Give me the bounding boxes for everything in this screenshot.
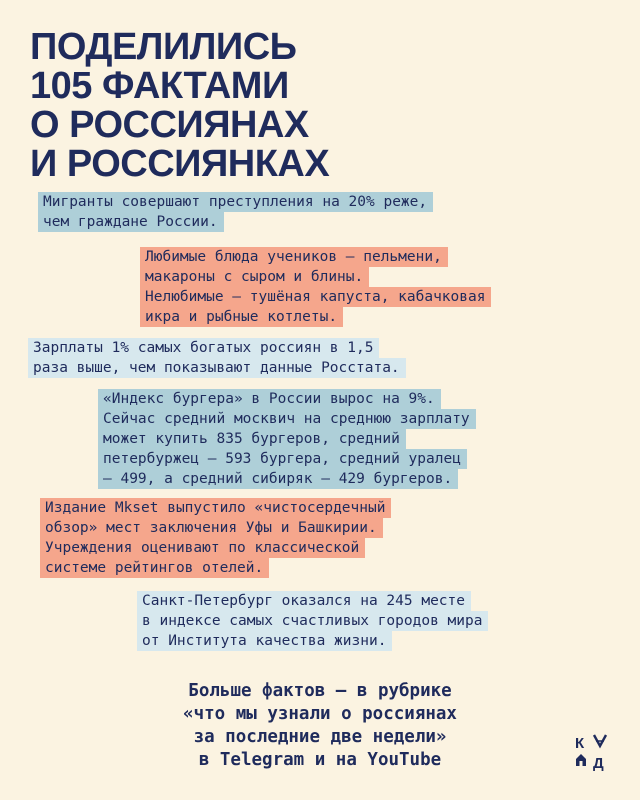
fact-burger-index xyxy=(98,389,476,489)
fact-line: Любимые блюда учеников — пельмени, xyxy=(140,247,448,267)
footer-line: за последние две недели» xyxy=(193,727,447,747)
fact-line: петербуржец — 593 бургера, средний уралец xyxy=(98,449,467,469)
footer-line: Больше фактов — в рубрике xyxy=(188,681,452,701)
fact-line: может купить 835 бургеров, средний xyxy=(98,429,406,449)
fact-line: в индексе самых счастливых городов мира xyxy=(137,611,488,631)
fact-line: Мигранты совершают преступления на 20% реже, xyxy=(38,192,433,212)
fact-line: Учреждения оценивают по классической xyxy=(40,538,365,558)
fact-line: от Института качества жизни. xyxy=(137,631,392,651)
footer-line: «что мы узнали о россиянах xyxy=(183,704,457,724)
fact-line: системе рейтингов отелей. xyxy=(40,558,269,578)
title-line: ПОДЕЛИЛИСЬ xyxy=(30,26,297,68)
page-title xyxy=(30,28,590,184)
fact-prison-review xyxy=(40,498,391,578)
fact-line: «Индекс бургера» в России вырос на 9%. xyxy=(98,389,441,409)
fact-migrants xyxy=(38,192,433,232)
footer-line: в Telegram и на YouTube xyxy=(198,750,442,770)
logo-letter-top: К xyxy=(575,735,585,752)
title-line: И РОССИЯНКАХ xyxy=(30,143,330,185)
kd-logo-icon xyxy=(574,732,610,772)
fact-school-food xyxy=(140,247,491,327)
fact-line: Зарплаты 1% самых богатых россиян в 1,5 xyxy=(28,338,379,358)
fact-line: Издание Mkset выпустило «чистосердечный xyxy=(40,498,391,518)
fact-line: раза выше, чем показывают данные Росстата. xyxy=(28,358,406,378)
fact-line: Нелюбимые — тушёная капуста, кабачковая xyxy=(140,287,491,307)
fact-line: макароны с сыром и блины. xyxy=(140,267,369,287)
fact-line: Санкт-Петербург оказался на 245 месте xyxy=(137,591,471,611)
title-line: 105 ФАКТАМИ xyxy=(30,65,289,107)
fact-line: икра и рыбные котлеты. xyxy=(140,307,343,327)
fact-line: чем граждане России. xyxy=(38,212,224,232)
title-line: О РОССИЯНАХ xyxy=(30,104,309,146)
fact-happy-cities xyxy=(137,591,488,651)
fact-salaries xyxy=(28,338,406,378)
logo-letter-bottom: Д xyxy=(593,755,604,772)
fact-line: — 499, а средний сибиряк — 429 бургеров. xyxy=(98,469,458,489)
fact-line: обзор» мест заключения Уфы и Башкирии. xyxy=(40,518,383,538)
footer-text xyxy=(110,680,530,772)
fact-line: Сейчас средний москвич на среднюю зарплату xyxy=(98,409,476,429)
